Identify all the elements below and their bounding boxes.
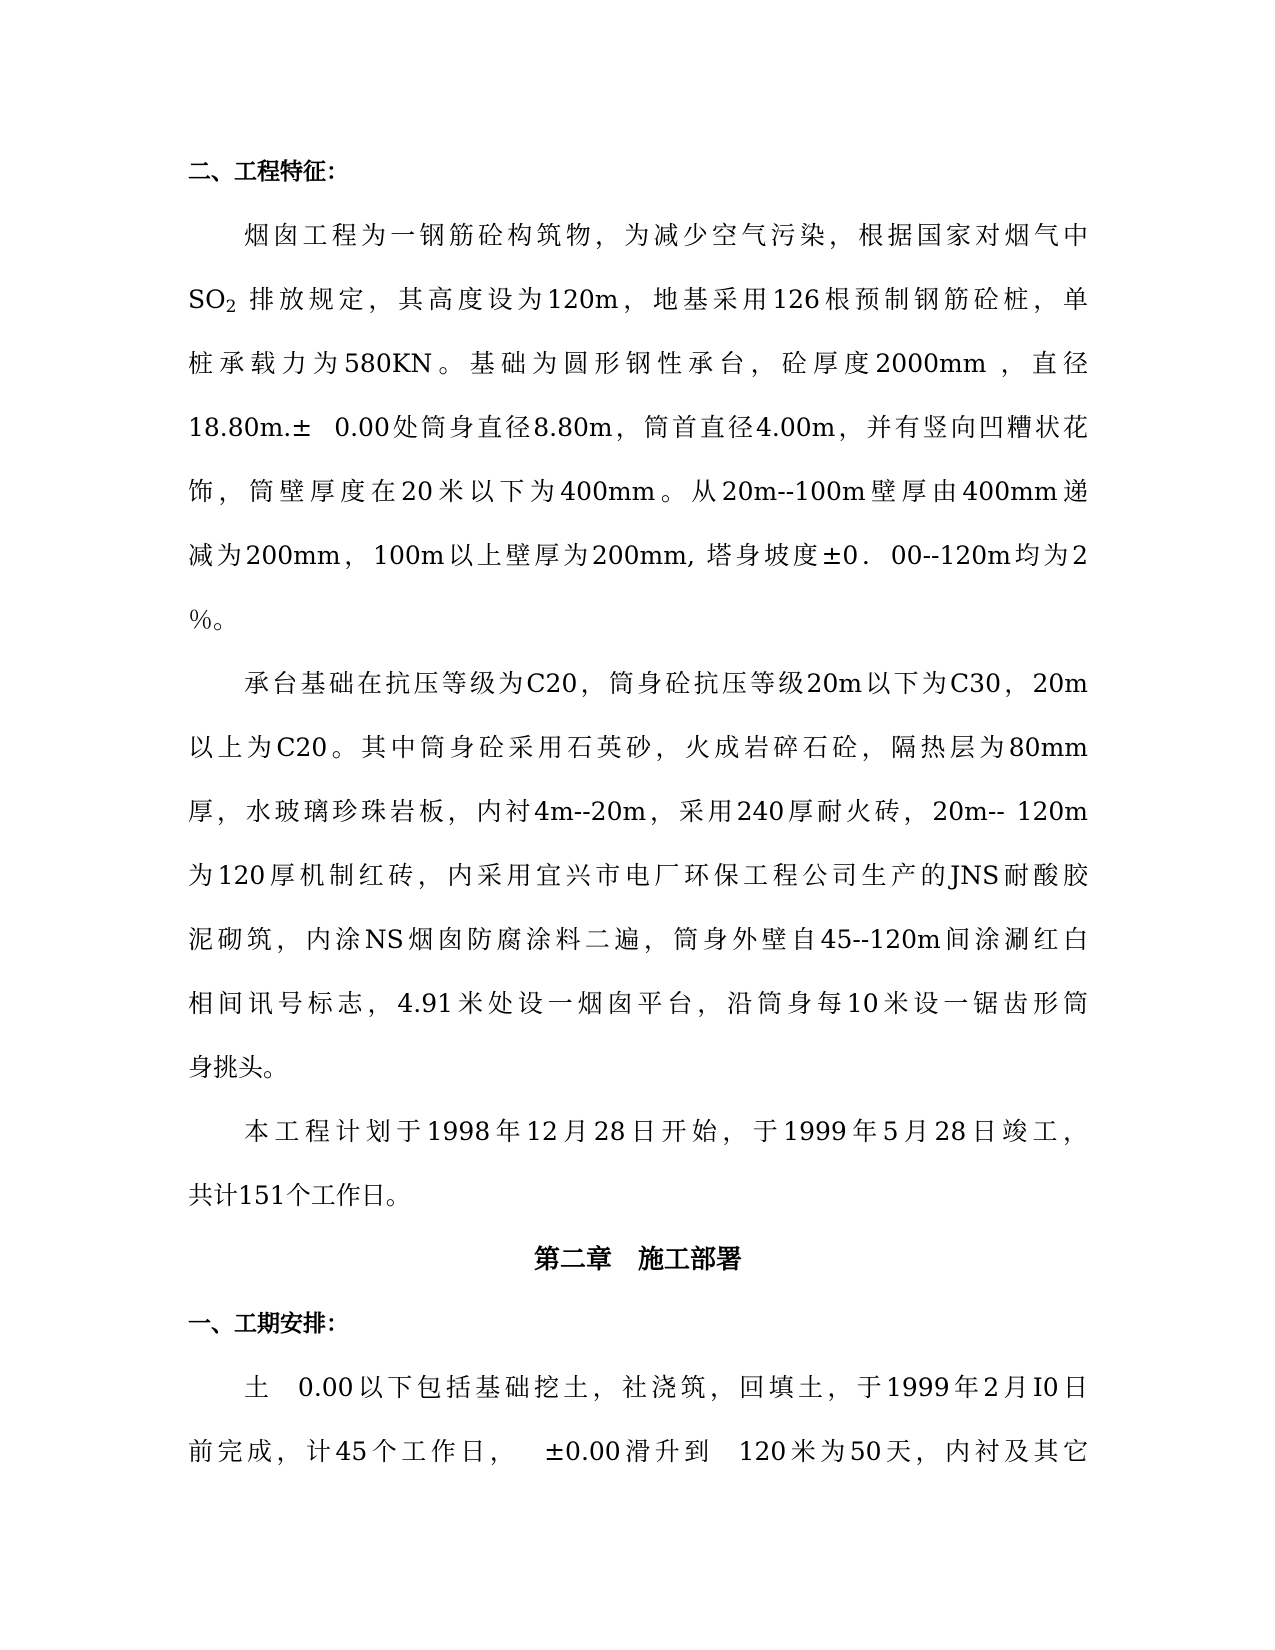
paragraph-line: 土 0.00以下包括基础挖土，社浇筑，回填土，于1999年2月I0日: [244, 1373, 1088, 1402]
paragraph-line: 以上为C20。其中筒身砼采用石英砂，火成岩碎石砼，隔热层为80mm: [188, 733, 1088, 762]
paragraph-line: 桩承载力为580KN。基础为圆形钢性承台，砼厚度2000mm ，直径: [188, 349, 1088, 378]
paragraph-line: 为120厚机制红砖，内采用宜兴市电厂环保工程公司生产的JNS耐酸胶: [188, 861, 1088, 890]
paragraph-line: [188, 268, 1088, 332]
so2-subscript: 2: [225, 297, 237, 317]
chapter-title: 第二章 施工部署: [533, 1245, 742, 1275]
section-heading-schedule: 一、工期安排：: [188, 1311, 349, 1337]
so2-label: SO: [188, 285, 226, 314]
paragraph-line: 身挑头。: [188, 1053, 289, 1082]
paragraph-line-text: 排放规定，其高度设为120m，地基采用126根预制钢筋砼桩，单: [236, 285, 1088, 314]
paragraph-line: 前完成，计45个工作日， ±0.00滑升到 120米为50天，内衬及其它: [188, 1437, 1088, 1466]
section-heading-engineering-features: 二、工程特征：: [188, 159, 349, 185]
paragraph-line: 厚，水玻璃珍珠岩板，内衬4m--20m，采用240厚耐火砖，20m-- 120m: [188, 797, 1088, 826]
paragraph-schedule: [188, 1100, 1088, 1228]
paragraph-materials: [188, 652, 1088, 1100]
paragraph-line: 承台基础在抗压等级为C20，筒身砼抗压等级20m以下为C30，20m: [244, 669, 1088, 698]
paragraph-line: 18.80m.± 0.00处筒身直径8.80m，筒首直径4.00m，并有竖向凹糟状花: [188, 413, 1088, 442]
paragraph-line: 本工程计划于1998年12月28日开始，于1999年5月28日竣工，: [244, 1117, 1088, 1146]
paragraph-line: 泥砌筑，内涂NS烟囱防腐涂料二遍，筒身外壁自45--120m间涂涮红白: [188, 925, 1088, 954]
paragraph-line: 共计151个工作日。: [188, 1181, 411, 1210]
paragraph-line: 相间讯号标志，4.91米处设一烟囱平台，沿筒身每10米设一锯齿形筒: [188, 989, 1088, 1018]
paragraph-line: 减为200mm，100m以上壁厚为200mm, 塔身坡度±0．00--120m均为2: [188, 541, 1088, 570]
paragraph-line: 饰，筒壁厚度在20米以下为400mm。从20m--100m壁厚由400mm递: [188, 477, 1088, 506]
document-body: [188, 140, 1088, 1484]
paragraph-schedule-details: [188, 1356, 1088, 1484]
paragraph-line: 烟囱工程为一钢筋砼构筑物，为减少空气污染，根据国家对烟气中: [244, 221, 1088, 250]
paragraph-line: ％。: [188, 605, 239, 634]
paragraph-overview: [188, 204, 1088, 652]
